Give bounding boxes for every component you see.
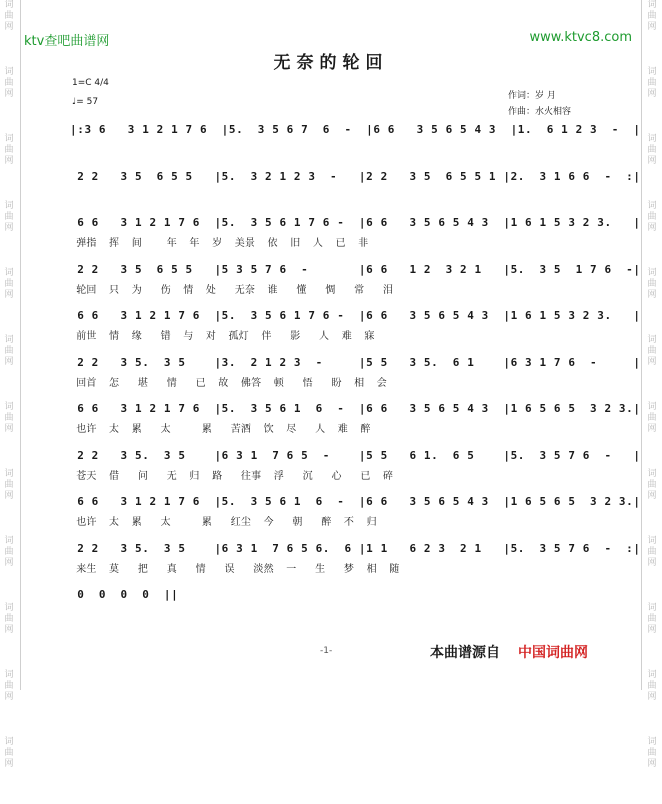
watermark-group <box>2 536 16 569</box>
watermark-glyph: 词 <box>647 402 657 412</box>
watermark-glyph: 词 <box>4 603 14 613</box>
watermark-group <box>645 0 659 33</box>
lyric-row: 轮回 只 为 伤 情 处 无奈 谁 懂 惆 常 泪 <box>70 284 394 296</box>
header-left-site[interactable]: ktv查吧曲谱网 <box>24 34 110 49</box>
watermark-glyph: 词 <box>647 67 657 77</box>
notation-row: |:3 6 3 1 2 1 7 6 |5. 3 5 6 7 6 - |6 6 3 5 6 5 4 3 |1. 6 1 2 3 - | <box>70 123 641 136</box>
watermark-glyph: 网 <box>4 89 14 99</box>
notation-row: 2 2 3 5. 3 5 |6 3 1 7 6 5 6. 6 |1 1 6 2 3 2 1 |5. 3 5 7 6 - :| <box>70 541 641 555</box>
watermark-glyph: 网 <box>4 22 14 32</box>
watermark-glyph: 曲 <box>4 145 14 155</box>
watermark-glyph: 网 <box>4 759 14 769</box>
watermark-glyph: 网 <box>647 491 657 501</box>
watermark-glyph: 网 <box>647 223 657 233</box>
watermark-group <box>645 536 659 569</box>
right-border <box>641 0 642 690</box>
notation-row: 6 6 3 1 2 1 7 6 |5. 3 5 6 1 7 6 - |6 6 3 5 6 5 4 3 |1 6 1 5 3 2 3. | <box>70 216 641 229</box>
watermark-glyph: 词 <box>647 268 657 278</box>
lyric-row: 回首 怎 堪 情 已 故 佛答 顿 悟 盼 相 会 <box>70 377 387 389</box>
watermark-group <box>2 134 16 167</box>
watermark-glyph: 词 <box>4 469 14 479</box>
composer-credit: 作曲：水火相容 <box>508 107 572 117</box>
watermark-glyph: 词 <box>647 603 657 613</box>
watermark-glyph: 词 <box>4 737 14 747</box>
lyric-row: 苍天 借 问 无 归 路 往事 浮 沉 心 已 碎 <box>70 470 394 482</box>
lyric-row: 也许 太 累 太 累 苦酒 饮 尽 人 难 醉 <box>70 424 371 435</box>
watermark-glyph: 曲 <box>4 11 14 21</box>
watermark-glyph: 曲 <box>4 480 14 490</box>
watermark-group <box>2 402 16 435</box>
watermark-glyph: 网 <box>647 558 657 568</box>
tempo-marking: ♩= 57 <box>72 97 99 107</box>
watermark-glyph: 网 <box>647 625 657 635</box>
watermark-glyph: 词 <box>647 536 657 546</box>
watermark-glyph: 曲 <box>647 748 657 758</box>
watermark-group <box>2 268 16 301</box>
lyricist-credit: 作词：岁 月 <box>508 91 556 101</box>
left-border <box>20 0 21 690</box>
watermark-glyph: 词 <box>647 670 657 680</box>
watermark-group <box>645 335 659 368</box>
notation-row: 2 2 3 5 6 5 5 |5 3 5 7 6 - |6 6 1 2 3 2 1 |5. 3 5 1 7 6 -| <box>70 262 641 276</box>
lyric-row: 来生 莫 把 真 情 误 淡然 一 生 梦 相 随 <box>70 563 400 575</box>
watermark-glyph: 词 <box>4 402 14 412</box>
watermark-glyph: 网 <box>4 357 14 367</box>
watermark-glyph: 词 <box>4 536 14 546</box>
watermark-glyph: 网 <box>647 357 657 367</box>
watermark-glyph: 网 <box>647 290 657 300</box>
watermark-glyph: 网 <box>4 156 14 166</box>
watermark-glyph: 曲 <box>647 212 657 222</box>
watermark-glyph: 词 <box>647 201 657 211</box>
notation-row: 6 6 3 1 2 1 7 6 |5. 3 5 6 1 7 6 - |6 6 3 5 6 5 4 3 |1 6 1 5 3 2 3. | <box>70 309 641 322</box>
watermark-group <box>645 603 659 636</box>
notation-row: 2 2 3 5. 3 5 |3. 2 1 2 3 - |5 5 3 5. 6 1 |6 3 1 7 6 - | <box>70 355 641 369</box>
notation-row: 6 6 3 1 2 1 7 6 |5. 3 5 6 1 6 - |6 6 3 5 6 5 4 3 |1 6 5 6 5 3 2 3.| <box>70 402 641 415</box>
watermark-glyph: 曲 <box>647 279 657 289</box>
watermark-group <box>645 402 659 435</box>
source-site[interactable]: 中国词曲网 <box>518 645 588 661</box>
watermark-glyph: 词 <box>647 134 657 144</box>
watermark-glyph: 网 <box>4 692 14 702</box>
watermark-glyph: 网 <box>647 759 657 769</box>
watermark-group <box>645 134 659 167</box>
watermark-group <box>2 0 16 33</box>
watermark-glyph: 词 <box>4 67 14 77</box>
watermark-glyph: 词 <box>647 469 657 479</box>
watermark-glyph: 词 <box>4 0 14 10</box>
watermark-glyph: 网 <box>4 424 14 434</box>
watermark-glyph: 网 <box>647 22 657 32</box>
notation-row: 2 2 3 5. 3 5 |6 3 1 7 6 5 - |5 5 6 1. 6 5 |5. 3 5 7 6 - | <box>70 448 641 462</box>
watermark-group <box>645 737 659 770</box>
watermark-glyph: 曲 <box>4 614 14 624</box>
watermark-glyph: 曲 <box>4 279 14 289</box>
watermark-group <box>2 603 16 636</box>
watermark-glyph: 曲 <box>4 346 14 356</box>
watermark-glyph: 曲 <box>647 480 657 490</box>
watermark-glyph: 曲 <box>647 547 657 557</box>
watermark-glyph: 词 <box>4 335 14 345</box>
watermark-glyph: 网 <box>4 290 14 300</box>
watermark-glyph: 曲 <box>647 11 657 21</box>
watermark-glyph: 网 <box>647 89 657 99</box>
watermark-glyph: 词 <box>4 201 14 211</box>
watermark-glyph: 曲 <box>647 681 657 691</box>
watermark-glyph: 网 <box>4 625 14 635</box>
song-title: 无奈的轮回 <box>273 53 389 73</box>
lyric-row: 也许 太 累 太 累 红尘 今 朝 醉 不 归 <box>70 517 377 528</box>
watermark-glyph: 曲 <box>4 681 14 691</box>
watermark-glyph: 网 <box>4 491 14 501</box>
watermark-glyph: 网 <box>4 558 14 568</box>
right-watermark-column <box>645 0 659 804</box>
watermark-glyph: 网 <box>647 156 657 166</box>
watermark-glyph: 词 <box>4 134 14 144</box>
watermark-glyph: 曲 <box>4 78 14 88</box>
watermark-glyph: 曲 <box>4 748 14 758</box>
header-right-site[interactable]: www.ktvc8.com <box>529 30 632 45</box>
watermark-glyph: 词 <box>647 335 657 345</box>
notation-row: 6 6 3 1 2 1 7 6 |5. 3 5 6 1 6 - |6 6 3 5 6 5 4 3 |1 6 5 6 5 3 2 3.| <box>70 495 641 508</box>
source-credit <box>430 642 588 662</box>
watermark-glyph: 词 <box>4 268 14 278</box>
watermark-group <box>645 268 659 301</box>
watermark-glyph: 曲 <box>4 413 14 423</box>
left-watermark-column <box>2 0 16 804</box>
watermark-group <box>2 670 16 703</box>
watermark-glyph: 词 <box>647 737 657 747</box>
watermark-glyph: 网 <box>647 424 657 434</box>
watermark-glyph: 曲 <box>647 413 657 423</box>
watermark-group <box>2 737 16 770</box>
watermark-group <box>645 670 659 703</box>
watermark-glyph: 曲 <box>647 614 657 624</box>
watermark-glyph: 曲 <box>4 547 14 557</box>
notation-row: 2 2 3 5 6 5 5 |5. 3 2 1 2 3 - |2 2 3 5 6 5 5 1 |2. 3 1 6 6 - :| <box>70 169 641 183</box>
page-number: -1- <box>320 646 333 656</box>
lyric-row: 前世 情 缘 错 与 对 孤灯 伴 影 人 难 寐 <box>70 331 375 342</box>
lyric-row: 弹指 挥 间 年 年 岁 美景 依 旧 人 已 非 <box>70 238 369 249</box>
watermark-glyph: 网 <box>647 692 657 702</box>
watermark-glyph: 词 <box>647 0 657 10</box>
watermark-glyph: 曲 <box>4 212 14 222</box>
watermark-glyph: 曲 <box>647 346 657 356</box>
notation-row: 0 0 0 0 || <box>70 588 179 601</box>
watermark-glyph: 曲 <box>647 145 657 155</box>
watermark-group <box>2 335 16 368</box>
watermark-group <box>645 469 659 502</box>
watermark-group <box>645 201 659 234</box>
watermark-group <box>2 201 16 234</box>
watermark-glyph: 网 <box>4 223 14 233</box>
watermark-glyph: 词 <box>4 670 14 680</box>
source-label: 本曲谱源自 <box>430 645 500 661</box>
key-signature: 1=C 4/4 <box>72 78 109 88</box>
watermark-glyph: 曲 <box>647 78 657 88</box>
watermark-group <box>2 469 16 502</box>
